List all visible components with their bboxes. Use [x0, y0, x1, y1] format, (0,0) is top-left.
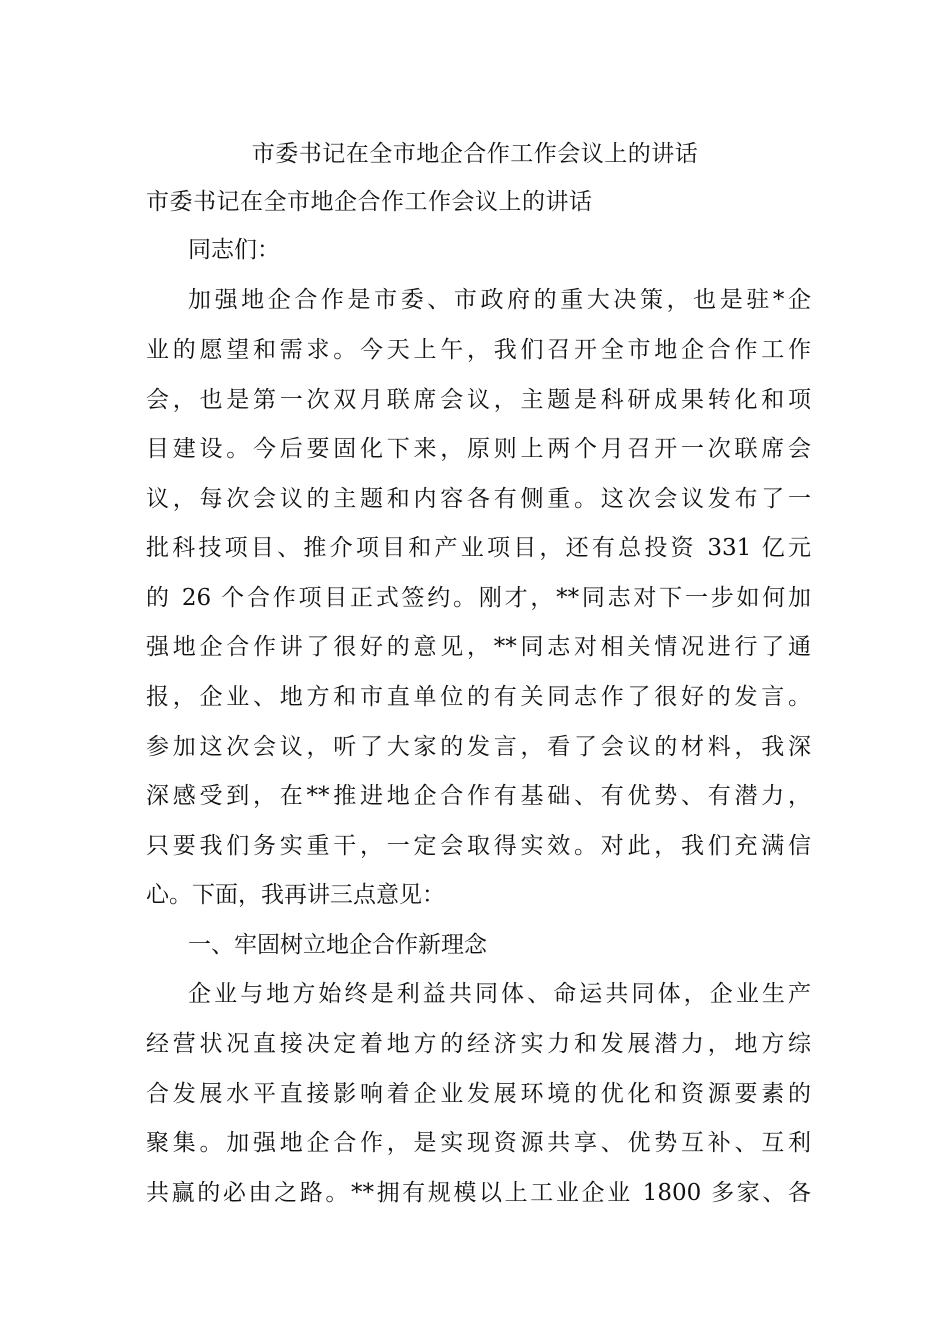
paragraph-line: 只要我们务实重干，一定会取得实效。对此，我们充满信 [146, 833, 811, 859]
paragraph-line: 心。下面，我再讲三点意见： [146, 882, 445, 908]
paragraph-line: 共赢的必由之路。**拥有规模以上工业企业 1800 多家、各 [146, 1180, 811, 1206]
document-title: 市委书记在全市地企合作工作会议上的讲话 [251, 141, 699, 167]
paragraph-line: 报，企业、地方和市直单位的有关同志作了很好的发言。 [146, 684, 811, 710]
paragraph-line: 经营状况直接决定着地方的经济实力和发展潜力，地方综 [146, 1031, 811, 1057]
paragraph-line: 合发展水平直接影响着企业发展环境的优化和资源要素的 [146, 1081, 811, 1107]
paragraph-line: 参加这次会议，听了大家的发言，看了会议的材料，我深 [146, 734, 811, 760]
paragraph-line: 加强地企合作是市委、市政府的重大决策，也是驻*企 [188, 287, 811, 313]
section-heading: 一、牢固树立地企合作新理念 [188, 932, 487, 958]
paragraph-line: 会，也是第一次双月联席会议，主题是科研成果转化和项 [146, 387, 811, 413]
paragraph-line: 强地企合作讲了很好的意见，**同志对相关情况进行了通 [146, 634, 811, 660]
document-subtitle: 市委书记在全市地企合作工作会议上的讲话 [146, 189, 593, 215]
paragraph-line: 批科技项目、推介项目和产业项目，还有总投资 331 亿元 [146, 535, 811, 561]
paragraph-line: 聚集。加强地企合作，是实现资源共享、优势互补、互利 [146, 1130, 811, 1156]
paragraph-line: 深感受到，在**推进地企合作有基础、有优势、有潜力， [146, 783, 811, 809]
paragraph-line: 议，每次会议的主题和内容各有侧重。这次会议发布了一 [146, 486, 811, 512]
paragraph-line: 业的愿望和需求。今天上午，我们召开全市地企合作工作 [146, 337, 811, 363]
paragraph-line: 企业与地方始终是利益共同体、命运共同体，企业生产 [188, 981, 811, 1007]
paragraph-line: 的 26 个合作项目正式签约。刚才，**同志对下一步如何加 [146, 585, 811, 611]
greeting: 同志们： [188, 237, 280, 263]
paragraph-line: 目建设。今后要固化下来，原则上两个月召开一次联席会 [146, 436, 811, 462]
